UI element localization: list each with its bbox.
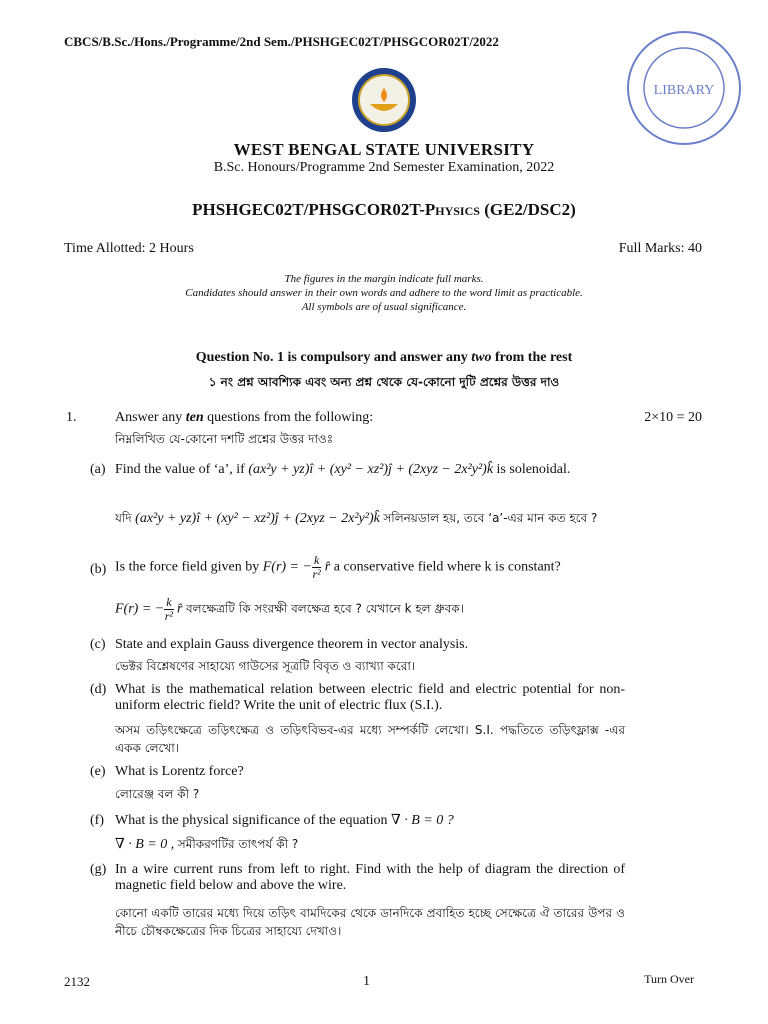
sub-a-en1: Find the value of ‘a’, if — [115, 462, 245, 477]
qhead-em: two — [471, 350, 492, 365]
university-name: WEST BENGAL STATE UNIVERSITY — [233, 140, 535, 159]
course-subject: Physics — [424, 200, 480, 219]
exam-title: B.Sc. Honours/Programme 2nd Semester Examination, 2022 — [213, 160, 555, 175]
sub-f-en — [115, 813, 625, 829]
course-code-text: PHSHGEC02T/PHSGCOR02T- — [192, 200, 425, 219]
time-allotted: Time Allotted: 2 Hours — [64, 241, 194, 256]
sub-b-en — [115, 554, 635, 581]
stamp-label: LIBRARY — [653, 83, 715, 98]
qhead-post: from the rest — [491, 350, 573, 365]
course-suffix: (GE2/DSC2) — [479, 200, 576, 219]
sub-label-b: (b) — [90, 562, 107, 577]
university-logo — [346, 66, 422, 142]
sub-f-en-text: What is the physical significance of the equation — [115, 813, 388, 828]
question-text-bengali: নিম্নলিখিত যে-কোনো দশটি প্রশ্নের উত্তর দাওঃ — [115, 432, 334, 446]
question-text — [115, 410, 373, 426]
sub-g-en: In a wire current runs from left to right. Find with the help of diagram the direction of magnetic field below and above the wire. — [115, 862, 625, 893]
sub-b-en2: a conservative field where k is constant? — [333, 559, 561, 575]
question-marks: 2×10 = 20 — [644, 410, 702, 425]
instruction-line: Candidates should answer in their own words and adhere to the word limit as practicable. — [185, 287, 583, 299]
sub-b-lhs-bn: F(r) = − — [115, 601, 165, 617]
library-stamp — [624, 28, 744, 148]
full-marks: Full Marks: 40 — [618, 241, 702, 256]
sub-b-en1: Is the force field given by — [115, 559, 260, 575]
sub-e-bn: লোরেঞ্জ বল কী ? — [115, 787, 200, 801]
sub-b-rhat: r̂ — [324, 559, 331, 575]
sub-d-bn: অসম তড়িৎক্ষেত্রে তড়িৎক্ষেত্র ও তড়িৎবিভব-এর মধ্যে সম্পর্কটি লেখো। S.I. পদ্ধতিতে তড়িৎফ্লাক্স -এর একক লেখো। — [115, 723, 625, 755]
sub-label-c: (c) — [90, 637, 106, 652]
sub-label-d: (d) — [90, 682, 107, 697]
sub-a-bn2: সলিনয়ডাল হয়, তবে ‘a’-এর মান কত হবে ? — [383, 511, 598, 525]
sub-label-e: (e) — [90, 764, 106, 779]
sub-f-bn-text: সমীকরণটির তাৎপর্য কী ? — [177, 837, 299, 851]
question-header-bengali: ১ নং প্রশ্ন আবশ্যিক এবং অন্য প্রশ্ন থেকে যে-কোনো দুটি প্রশ্নের উত্তর দাও — [208, 375, 560, 389]
sub-f-eq-bn: ∇ · B = 0 , — [115, 837, 175, 852]
sub-a-bn1: যদি — [115, 511, 132, 525]
sub-label-g: (g) — [90, 862, 107, 877]
instruction-line: The figures in the margin indicate full marks. — [284, 273, 484, 285]
sub-a-expr: (ax²y + yz)î + (xy² − xz²)ĵ + (2xyz − 2x²y²)k̂ — [248, 462, 494, 477]
sub-a-expr-bn: (ax²y + yz)î + (xy² − xz²)ĵ + (2xyz − 2x²y²)k̂ — [135, 511, 380, 526]
sub-a-en — [115, 462, 625, 478]
sub-b-num-bn: k — [166, 595, 172, 609]
sub-d-en: What is the mathematical relation between electric field and electric potential for non-uniform electric field? Write the unit of electric flux (S.I.). — [115, 682, 625, 713]
sub-b-rhat-bn: r̂ — [177, 601, 183, 617]
sub-g-bn: কোনো একটি তারের মধ্যে দিয়ে তড়িৎ বামদিকের থেকে ডানদিকে প্রবাহিত হচ্ছে সেক্ষেত্রে ঐ তারের উপর ও নীচে চৌম্বকক্ষেত্রের দিক চিত্রের সাহায্যে দেখাও। — [115, 906, 625, 938]
sub-c-bn: ভেক্টর বিশ্লেষণের সাহায্যে গাউসের সূত্রটি বিবৃত ও ব্যাখ্যা করো। — [115, 659, 416, 673]
sub-a-bn — [115, 510, 625, 527]
footer-code: 2132 — [64, 974, 90, 989]
q1-pre: Answer any — [115, 410, 186, 425]
instruction-line: All symbols are of usual significance. — [301, 301, 467, 313]
sub-f-eq: ∇ · B = 0 ? — [391, 813, 454, 828]
course-code — [0, 200, 768, 220]
q1-post: questions from the following: — [203, 410, 374, 425]
instructions — [0, 272, 768, 314]
sub-b-den-bn: r² — [164, 609, 174, 623]
question-header — [0, 350, 768, 366]
page-number: 1 — [363, 974, 370, 989]
sub-label-f: (f) — [90, 813, 104, 828]
sub-a-en2: is solenoidal. — [496, 462, 571, 477]
sub-label-a: (a) — [90, 462, 106, 477]
qhead-pre: Question No. 1 is compulsory and answer any — [195, 350, 472, 365]
sub-b-frac-bn — [164, 596, 173, 623]
q1-em: ten — [185, 410, 204, 425]
sub-b-lhs: F(r) = − — [262, 559, 312, 575]
sub-b-frac — [312, 554, 321, 581]
sub-b-num: k — [313, 553, 320, 567]
question-number: 1. — [66, 410, 77, 425]
sub-b-bn-text: বলক্ষেত্রটি কি সংরক্ষী বলক্ষেত্র হবে ? যেখানে k হল ধ্রুবক। — [186, 601, 464, 616]
sub-e-en: What is Lorentz force? — [115, 764, 244, 779]
turn-over: Turn Over — [644, 972, 694, 986]
sub-c-en: State and explain Gauss divergence theorem in vector analysis. — [115, 637, 469, 652]
sub-b-bn — [115, 596, 625, 623]
sub-f-bn — [115, 836, 625, 853]
paper-code: CBCS/B.Sc./Hons./Programme/2nd Sem./PHSHGEC02T/PHSGCOR02T/2022 — [64, 34, 499, 49]
sub-b-den: r² — [312, 567, 321, 581]
